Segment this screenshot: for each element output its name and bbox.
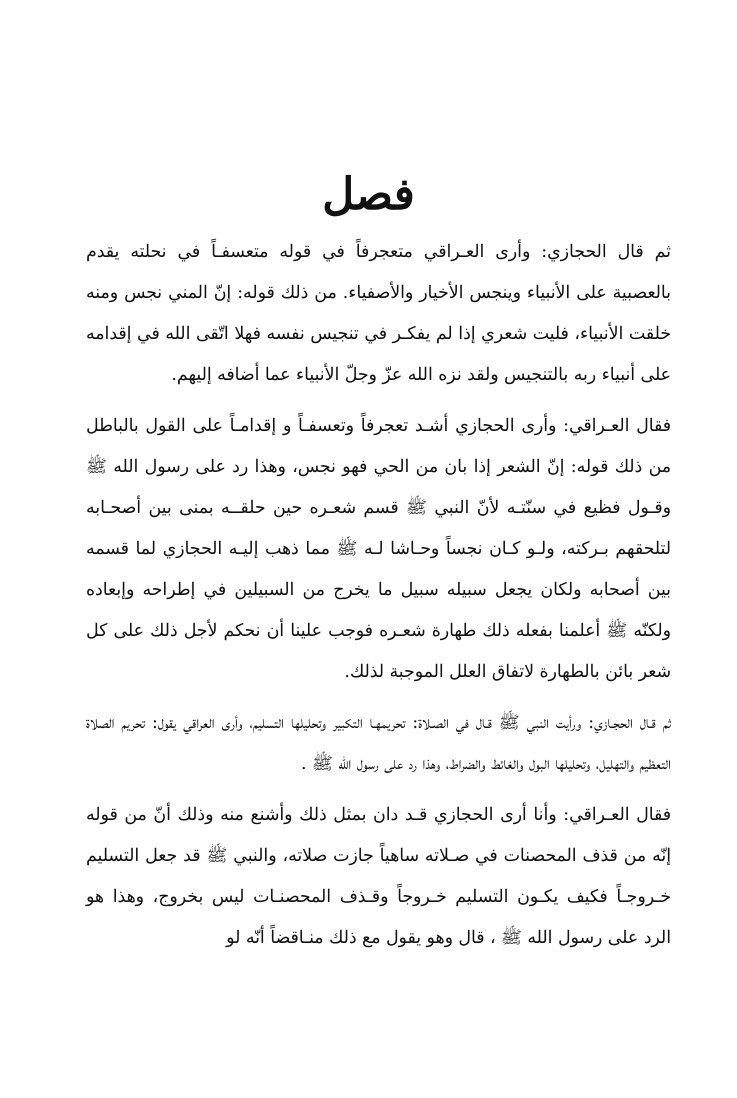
chapter-heading: فصل: [322, 169, 415, 220]
paragraph-2: فقال العـراقي: وأرى الحجازي أشـد تعجرفاً وتعسفـاً و إقدامـاً على القول بالباطل من ذلك قوله: إنّ الشعر إذا بان من الحي فهو نجس، وهذا رد على رسول الله ﷺ وقـول فظيع في سنّتـه لأنّ النبي ﷺ قسم شعـره حين حلقــه بمنى بين أصحـابه لتلحقهم بـركته، ولـو كـان نجساً وحـاشا لـه ﷺ مما ذهب إليـه الحجازي لما قسمه بين أصحابه ولكان يجعل سبيله سبيل ما يخرج من السبيلين في إطراحه وإبعاده ولكنّه ﷺ أعلمنا بفعله ذلك طهارة شعـره فوجب علينا أن نحكم لأجل ذلك على كل شعر بائن بالطهارة لاتفاق العلل الموجبة لذلك.: [86, 416, 671, 682]
body-text: [86, 232, 671, 969]
paragraph-4: فقال العـراقي: وأنا أرى الحجازي قـد دان بمثل ذلك وأشنع منه وذلك أنّ من قوله إنّه من قذف المحصنات في صـلاته ساهياً جازت صلاته، والنبي ﷺ قد جعل التسليم خـروجـاً فكيف يكـون التسليم خـروجاً وقـذف المحصنـات ليس بخروج، وهذا هو الرد على رسول الله ﷺ ، قال وهو يقول مع ذلك منـاقضاً أنّه لو: [86, 805, 671, 948]
paragraph-1: ثم قال الحجازي: وأرى العـراقي متعجرفاً في قوله متعسفـاً في نحلته يقدم بالعصبية على الأنبياء وينجس الأخيار والأصفياء. من ذلك قوله: إنّ المني نجس ومنه خلقت الأنبياء، فليت شعري إذا لم يفكـر في تنجيس نفسه فهلا اتّقى الله في إقدامه على أنبياء ربه بالتنجيس ولقد نزه الله عزّ وجلّ الأنبياء عما أضافه إليهم.: [86, 242, 671, 385]
paragraph-3: ثم قـال الحجـازي: ورأيت النبي ﷺ قـال في الصـلاة: تحريمهـا التكبير وتحليلها التسليم، وأرى العراقي يقول: تحريم الصلاة التعظيم والتهليل، وتحليلها البول والغائط والضراط، وهذا رد على رسول الله ﷺ .: [86, 713, 671, 774]
